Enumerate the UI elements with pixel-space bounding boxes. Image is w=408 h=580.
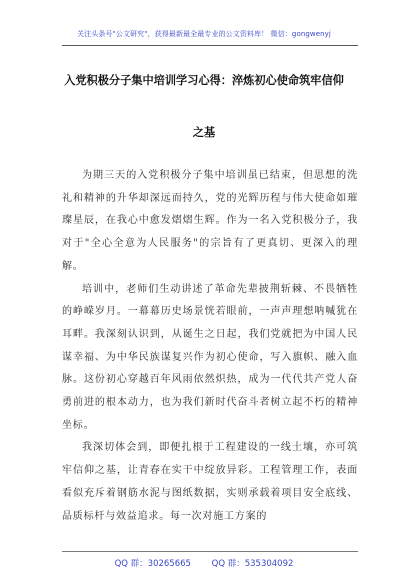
header-note: 关注头条号"公文研究"，获得最新最全最专业的公文资料库！ 微信：gongwenyj — [77, 30, 331, 38]
document-title-line-2: 之基 — [192, 125, 216, 139]
document-body — [62, 165, 358, 528]
footer-divider — [62, 551, 358, 552]
header-divider — [62, 45, 358, 46]
body-paragraph-3: 我深切体会到，即便扎根于工程建设的一线土壤，亦可筑牢信仰之基，让青春在实干中绽放异彩。工程管理工作，表面看似充斥着钢筋水泥与图纸数据，实则承载着项目安全底线、品质标杆与效益追求。每一次对施工方案的 — [62, 442, 358, 522]
footer-contact — [0, 557, 408, 569]
footer-qq-group-1: QQ 群：30265665 — [114, 559, 191, 569]
document-title-line-1: 入党积极分子集中培训学习心得：淬炼初心使命筑牢信仰 — [64, 73, 344, 87]
body-paragraph-1: 为期三天的入党积极分子集中培训虽已结束，但思想的洗礼和精神的升华却深远而持久，党的光辉历程与伟大使命如璀璨星辰，在我心中愈发熠熠生辉。作为一名入党积极分子，我对于"全心全意为人民服务"的宗旨有了更真切、更深入的理解。 — [62, 170, 358, 272]
footer-qq-group-2: QQ 群：535304092 — [211, 559, 294, 569]
body-paragraph-2: 培训中，老师们生动讲述了革命先辈披荆斩棘、不畏牺牲的峥嵘岁月。一幕幕历史场景恍若眼前，一声声理想呐喊犹在耳畔。我深刻认识到，从诞生之日起，我们党就把为中国人民谋幸福、为中华民族谋复兴作为初心使命，写入旗帜、融入血脉。这份初心穿越百年风雨依然炽热，成为一代代共产党人奋勇前进的根本动力，也为我们新时代奋斗者树立起不朽的精神坐标。 — [62, 283, 358, 431]
